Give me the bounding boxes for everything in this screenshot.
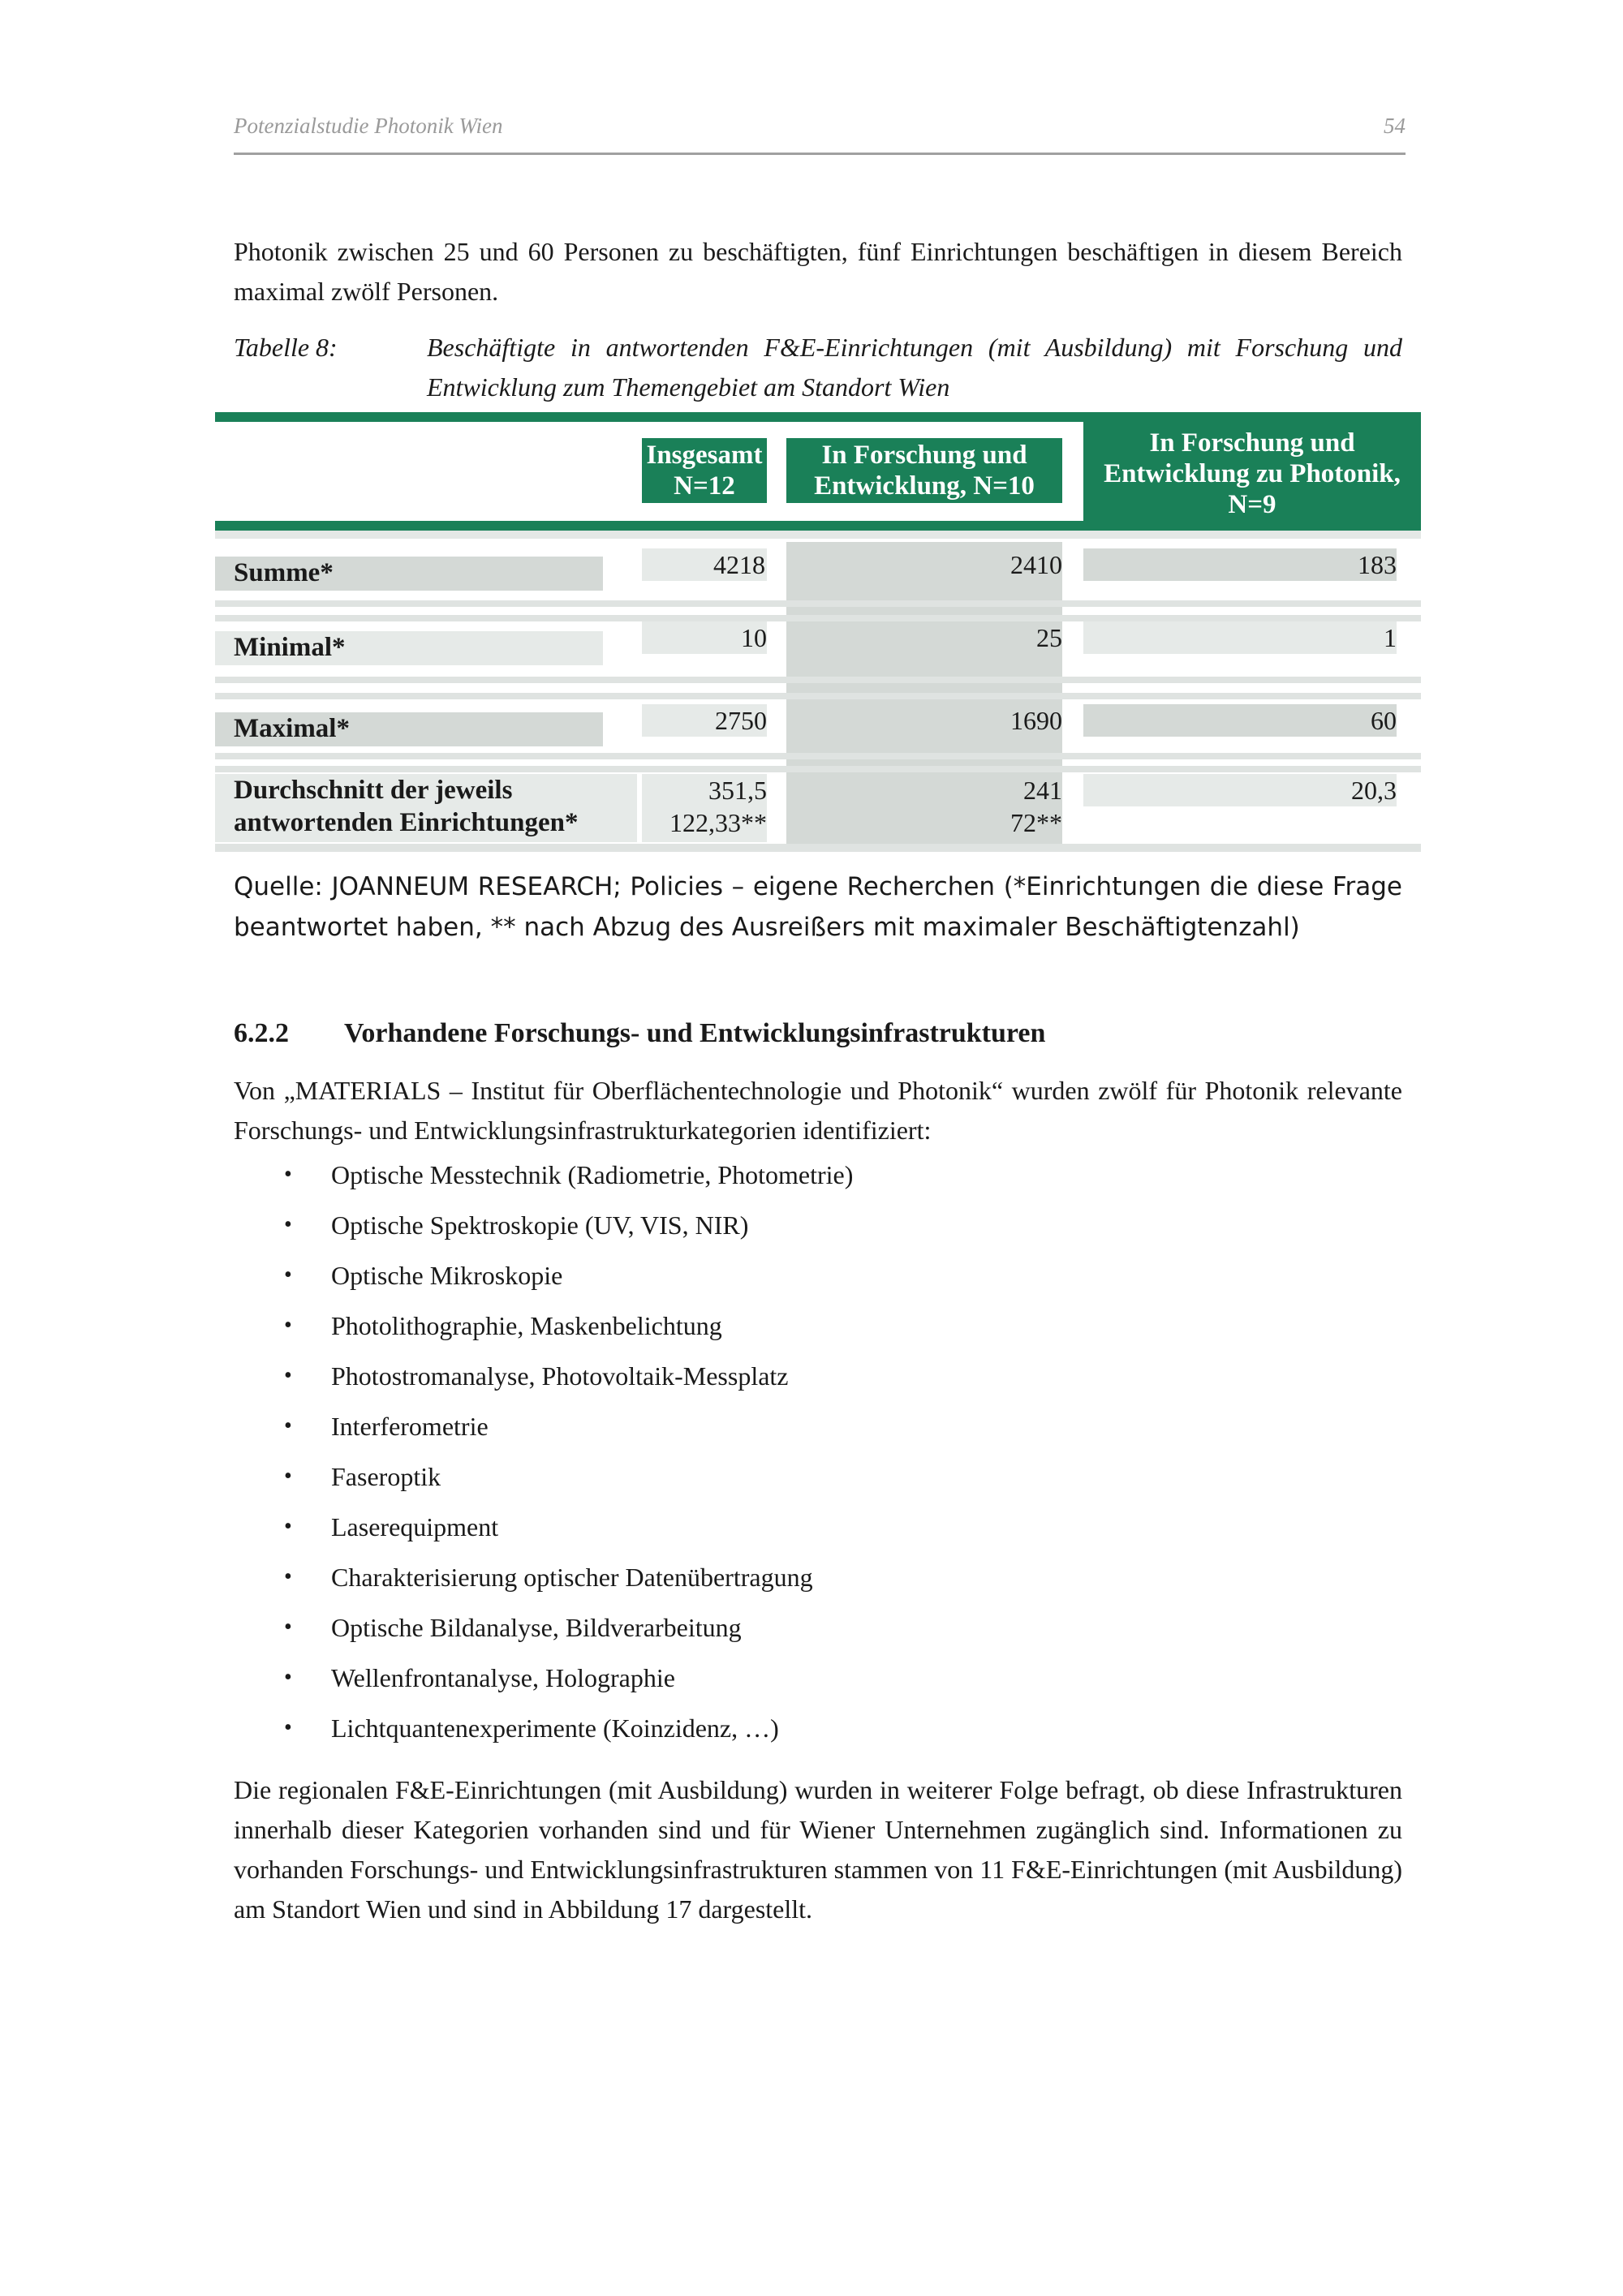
list-item: • Optische Bildanalyse, Bildverarbeitung [284,1613,742,1642]
bullet-icon: • [284,1313,292,1338]
bullet-icon: • [284,1162,292,1187]
bullet-icon: • [284,1514,292,1539]
cell-summe-insgesamt: 4218 [642,548,767,581]
table-caption-text: Beschäftigte in antwortenden F&E-Einrichtungen (mit Ausbildung) mit Forschung und Entwicklung zum Themengebiet am Standort Wien [427,333,1402,402]
list-item: • Optische Mikroskopie [284,1261,563,1290]
section-paragraph: Von „MATERIALS – Institut für Oberflächentechnologie und Photonik“ wurden zwölf für Photonik relevante Forschungs- und Entwicklungsinfrastrukturkategorien identifiziert: [234,1076,1402,1145]
column-header-insgesamt: Insgesamt N=12 [642,438,767,503]
bullet-icon: • [284,1615,292,1640]
row-label-maximal: Maximal* [215,712,603,746]
column-header-photonik: In Forschung und Entwicklung zu Photonik, N=9 [1083,422,1421,531]
list-item: • Lichtquantenexperimente (Koinzidenz, …) [284,1713,779,1743]
page-header [234,114,1406,155]
row-label-summe: Summe* [215,557,603,591]
document-title: Potenzialstudie Photonik Wien [234,114,503,138]
list-item: • Optische Spektroskopie (UV, VIS, NIR) [284,1210,749,1240]
cell-durchschnitt-insgesamt: 351,5 122,33** [642,774,767,842]
bullet-icon: • [284,1413,292,1438]
list-item: • Faseroptik [284,1462,441,1491]
list-item: • Photolithographie, Maskenbelichtung [284,1311,722,1340]
cell-maximal-insgesamt: 2750 [642,704,767,737]
list-item: • Wellenfrontanalyse, Holographie [284,1663,675,1692]
bullet-icon: • [284,1262,292,1288]
cell-minimal-insgesamt: 10 [642,621,767,654]
row-label-minimal: Minimal* [215,631,603,665]
column-header-fue: In Forschung und Entwicklung, N=10 [786,438,1062,503]
cell-minimal-photonik: 1 [1083,621,1397,654]
cell-summe-fue: 2410 [1010,550,1062,579]
cell-durchschnitt-photonik: 20,3 [1083,774,1397,806]
list-item: • Laserequipment [284,1512,499,1541]
bullet-icon: • [284,1665,292,1690]
cell-maximal-fue: 1690 [1010,706,1062,735]
intro-paragraph: Photonik zwischen 25 und 60 Personen zu beschäftigten, fünf Einrichtungen beschäftigen in diesem Bereich maximal zwölf Personen. [234,237,1402,306]
infrastructure-category-list [234,1159,1402,1762]
cell-maximal-photonik: 60 [1083,704,1397,737]
list-item: • Interferometrie [284,1412,489,1441]
page-number: 54 [1384,114,1406,138]
cell-durchschnitt-fue: 241 72** [1010,776,1062,837]
section-title: Vorhandene Forschungs- und Entwicklungsinfrastrukturen [344,1018,1046,1048]
row-label-durchschnitt: Durchschnitt der jeweils antwortenden Einrichtungen* [215,774,637,842]
bullet-icon: • [284,1464,292,1489]
bullet-icon: • [284,1363,292,1388]
closing-paragraph: Die regionalen F&E-Einrichtungen (mit Ausbildung) wurden in weiterer Folge befragt, ob diese Infrastrukturen innerhalb dieser Kategorien vorhanden sind und für Wiener Unternehmen zugänglich sind. Informationen zu vorhanden Forschungs- und Entwicklungsinfrastrukturen stammen von 11 F&E-Einrichtungen (mit Ausbildung) am Standort Wien und sind in Abbildung 17 dargestellt. [234,1775,1402,1924]
list-item: • Photostromanalyse, Photovoltaik-Messplatz [284,1361,789,1391]
bullet-icon: • [284,1564,292,1589]
table-source-note: Quelle: JOANNEUM RESEARCH; Policies – eigene Recherchen (*Einrichtungen die diese Frage beantwortet haben, ** nach Abzug des Ausreißers mit maximaler Beschäftigtenzahl) [234,872,1402,942]
bullet-icon: • [284,1212,292,1237]
employment-table [215,412,1421,850]
cell-summe-photonik: 183 [1083,548,1397,581]
bullet-icon: • [284,1715,292,1740]
table-top-rule [215,412,1421,422]
section-number: 6.2.2 [234,1018,289,1048]
cell-minimal-fue: 25 [1036,623,1062,652]
list-item: • Optische Messtechnik (Radiometrie, Photometrie) [284,1160,854,1189]
table-caption-label: Tabelle 8: [234,333,338,362]
list-item: • Charakterisierung optischer Datenübertragung [284,1563,813,1592]
